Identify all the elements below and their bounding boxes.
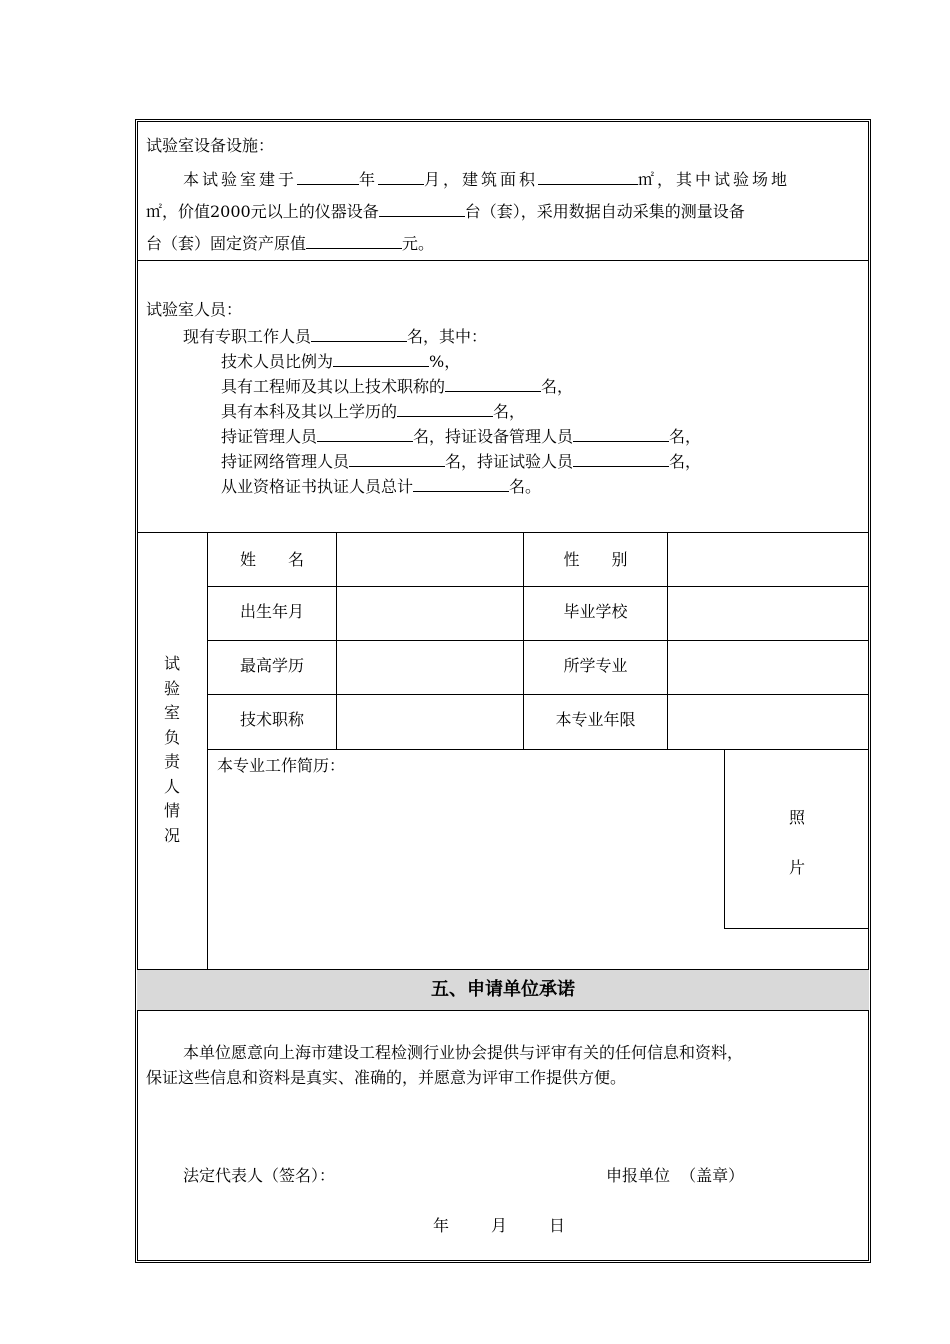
side-char: 况	[163, 825, 180, 845]
photo-label-1: 照	[788, 808, 805, 827]
side-char: 责	[163, 752, 180, 771]
unit-label: 名。	[509, 477, 542, 496]
unit-label: 名，	[669, 427, 702, 446]
building-area-field[interactable]	[538, 168, 638, 185]
personnel-heading: 试验室人员：	[146, 300, 243, 319]
equipment-heading: 试验室设备设施：	[146, 136, 275, 155]
pledge-heading: 五、申请单位承诺	[137, 969, 869, 1011]
resume-label: 本专业工作简历：	[217, 756, 346, 775]
engineer-count-field[interactable]	[445, 375, 541, 392]
date-year-label: 年	[433, 1216, 450, 1235]
major-label: 所学专业	[563, 656, 628, 675]
of-which-label: 名，其中：	[407, 327, 488, 346]
test-site-label: ㎡，其中试验场地	[638, 170, 791, 189]
divider	[137, 532, 869, 533]
name-field[interactable]	[337, 534, 523, 586]
gender-label: 性 别	[563, 550, 628, 569]
cert-equip-label: 名，持证设备管理人员	[413, 427, 574, 446]
pledge-body-1: 本单位愿意向上海市建设工程检测行业协会提供与评审有关的任何信息和资料，	[183, 1043, 744, 1062]
years-label: 本专业年限	[555, 710, 636, 729]
legal-rep-label: 法定代表人（签名）：	[183, 1166, 336, 1185]
auto-measure-label: 台（套），采用数据自动采集的测量设备	[464, 202, 745, 221]
staff-label: 现有专职工作人员	[183, 327, 312, 346]
title-label: 技术职称	[239, 710, 304, 729]
personnel-line-5	[221, 425, 701, 447]
cert-equip-field[interactable]	[573, 425, 669, 442]
cert-test-field[interactable]	[573, 450, 669, 467]
photo-label-2: 片	[788, 858, 805, 877]
unit-seal-label: 申报单位 （盖章）	[606, 1166, 745, 1185]
unit-label: 名，	[493, 402, 526, 421]
date-month-label: 月	[491, 1216, 508, 1235]
instrument-label: ㎡，价值2000元以上的仪器设备	[146, 202, 379, 221]
education-label: 最高学历	[239, 656, 304, 675]
table-border	[207, 533, 208, 969]
pledge-body-2: 保证这些信息和资料是真实、准确的，并愿意为评审工作提供方便。	[146, 1068, 627, 1087]
bachelor-count-field[interactable]	[397, 400, 493, 417]
school-label: 毕业学校	[563, 602, 628, 621]
year-label: 年	[359, 170, 379, 189]
personnel-line-3	[221, 375, 573, 397]
tech-ratio-label: 技术人员比例为	[221, 352, 334, 371]
side-char: 情	[163, 801, 180, 820]
photo-box[interactable]	[724, 749, 869, 929]
education-field[interactable]	[337, 641, 523, 694]
tech-title-field[interactable]	[337, 695, 523, 749]
area-label: 月，建筑面积	[424, 170, 539, 189]
lab-head-side-label	[160, 652, 184, 848]
built-month-field[interactable]	[378, 168, 424, 185]
side-char: 验	[163, 678, 180, 698]
date-day-label: 日	[549, 1216, 566, 1235]
divider	[137, 260, 869, 261]
built-year-field[interactable]	[297, 168, 359, 185]
birth-field[interactable]	[337, 587, 523, 640]
personnel-line-6	[221, 450, 701, 472]
percent-label: %，	[429, 352, 461, 371]
unit-label: 名，	[541, 377, 574, 396]
gender-field[interactable]	[668, 534, 868, 586]
side-char: 负	[163, 727, 180, 747]
cert-test-label: 名，持证试验人员	[445, 452, 574, 471]
cert-network-field[interactable]	[349, 450, 445, 467]
equipment-line-1	[183, 168, 790, 190]
equipment-line-2	[146, 200, 745, 222]
qualified-total-label: 从业资格证书执证人员总计	[221, 477, 414, 496]
bachelor-label: 具有本科及其以上学历的	[221, 402, 398, 421]
cert-mgmt-label: 持证管理人员	[221, 427, 318, 446]
years-field[interactable]	[668, 695, 868, 749]
fixed-assets-label: 台（套）固定资产原值	[146, 234, 307, 253]
engineer-label: 具有工程师及其以上技术职称的	[221, 377, 446, 396]
side-char: 人	[163, 776, 180, 796]
qualified-total-field[interactable]	[413, 475, 509, 492]
instrument-count-field[interactable]	[379, 200, 465, 217]
personnel-line-2	[221, 350, 460, 372]
name-label: 姓 名	[239, 550, 304, 569]
personnel-line-1	[183, 325, 487, 347]
fixed-assets-field[interactable]	[306, 232, 402, 249]
birth-label: 出生年月	[239, 602, 304, 621]
unit-label: 名，	[669, 452, 702, 471]
personnel-line-7	[221, 475, 541, 497]
side-char: 试	[163, 654, 180, 673]
personnel-line-4	[221, 400, 525, 422]
tech-ratio-field[interactable]	[333, 350, 429, 367]
yuan-label: 元。	[402, 234, 435, 253]
cert-mgmt-field[interactable]	[317, 425, 413, 442]
staff-count-field[interactable]	[311, 325, 407, 342]
school-field[interactable]	[668, 587, 868, 640]
major-field[interactable]	[668, 641, 868, 694]
side-char: 室	[163, 703, 180, 722]
equipment-line-3	[146, 232, 434, 254]
cert-network-label: 持证网络管理人员	[221, 452, 350, 471]
equipment-built-label: 本试验室建于	[183, 170, 298, 189]
